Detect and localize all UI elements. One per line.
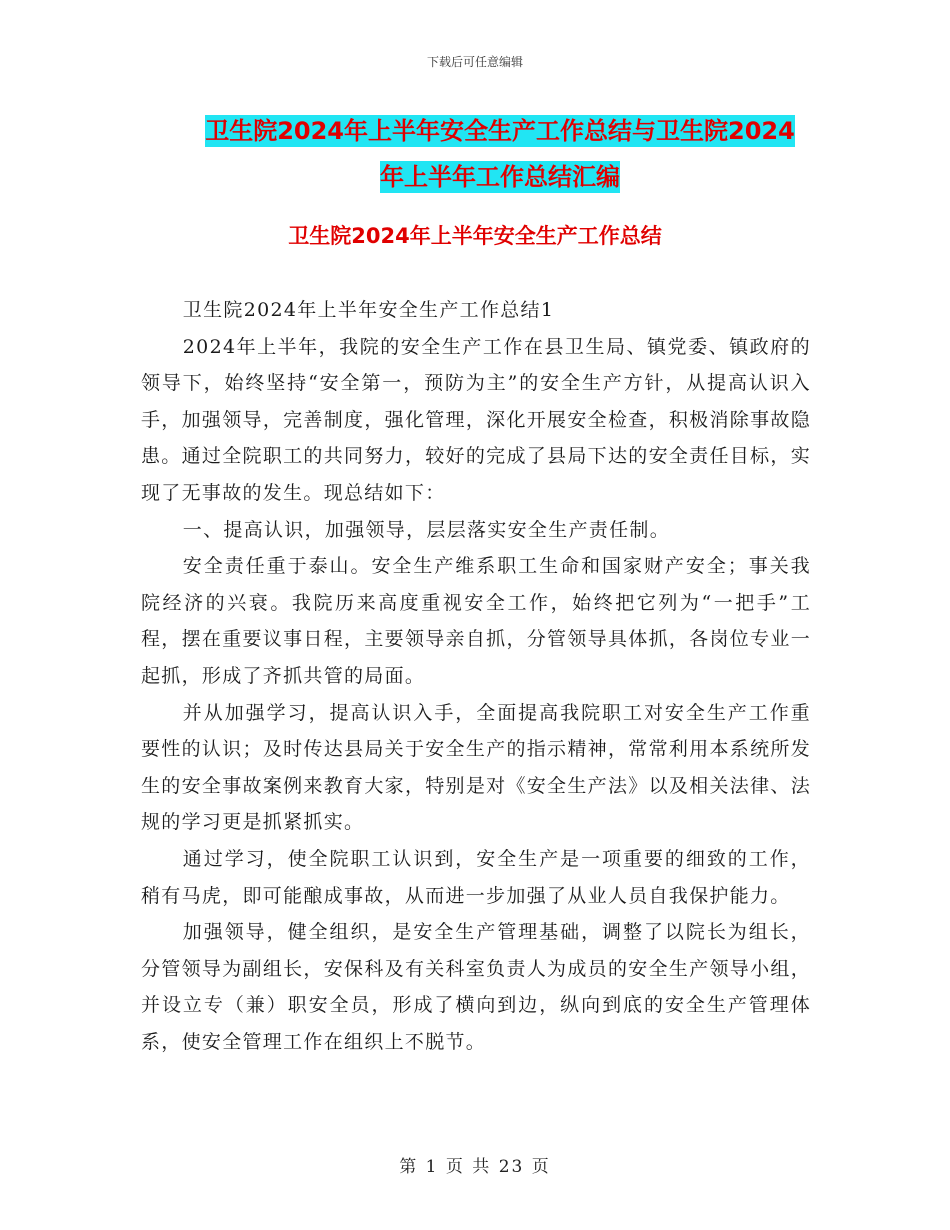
header-note: 下载后可任意编辑: [426, 55, 523, 69]
page-indicator: 第 1 页 共 23 页: [399, 1157, 551, 1177]
paragraph-heading: 一、提高认识，加强领导，层层落实安全生产责任制。: [182, 518, 670, 541]
body-text: [141, 292, 811, 1060]
main-title-line1: 卫生院2024年上半年安全生产工作总结与卫生院2024: [205, 117, 795, 145]
main-title-line2: 年上半年工作总结汇编: [380, 163, 620, 191]
paragraph-subtitle: 卫生院2024年上半年安全生产工作总结1: [182, 299, 555, 321]
paragraph: 通过学习，使全院职工认识到，安全生产是一项重要的细致的工作，稍有马虎，即可能酿成事故，从而进一步加强了从业人员自我保护能力。: [141, 847, 811, 907]
paragraph: 2024年上半年，我院的安全生产工作在县卫生局、镇党委、镇政府的领导下，始终坚持“安全第一，预防为主”的安全生产方针，从提高认识入手，加强领导，完善制度，强化管理，深化开展安全检查，积极消除事故隐患。通过全院职工的共同努力，较好的完成了县局下达的安全责任目标，实现了无事故的发生。现总结如下：: [141, 335, 811, 504]
section-title: 卫生院2024年上半年安全生产工作总结: [288, 224, 662, 248]
paragraph: 并从加强学习，提高认识入手，全面提高我院职工对安全生产工作重要性的认识；及时传达县局关于安全生产的指示精神，常常利用本系统所发生的安全事故案例来教育大家，特别是对《安全生产法》以及相关法律、法规的学习更是抓紧抓实。: [141, 701, 811, 834]
paragraph: 安全责任重于泰山。安全生产维系职工生命和国家财产安全；事关我院经济的兴衰。我院历来高度重视安全工作，始终把它列为“一把手”工程，摆在重要议事日程，主要领导亲自抓，分管领导具体抓，各岗位专业一起抓，形成了齐抓共管的局面。: [141, 555, 811, 687]
paragraph: 加强领导，健全组织，是安全生产管理基础，调整了以院长为组长，分管领导为副组长，安保科及有关科室负责人为成员的安全生产领导小组，并设立专（兼）职安全员，形成了横向到边，纵向到底的安全生产管理体系，使安全管理工作在组织上不脱节。: [141, 921, 811, 1053]
main-title: [140, 108, 860, 200]
